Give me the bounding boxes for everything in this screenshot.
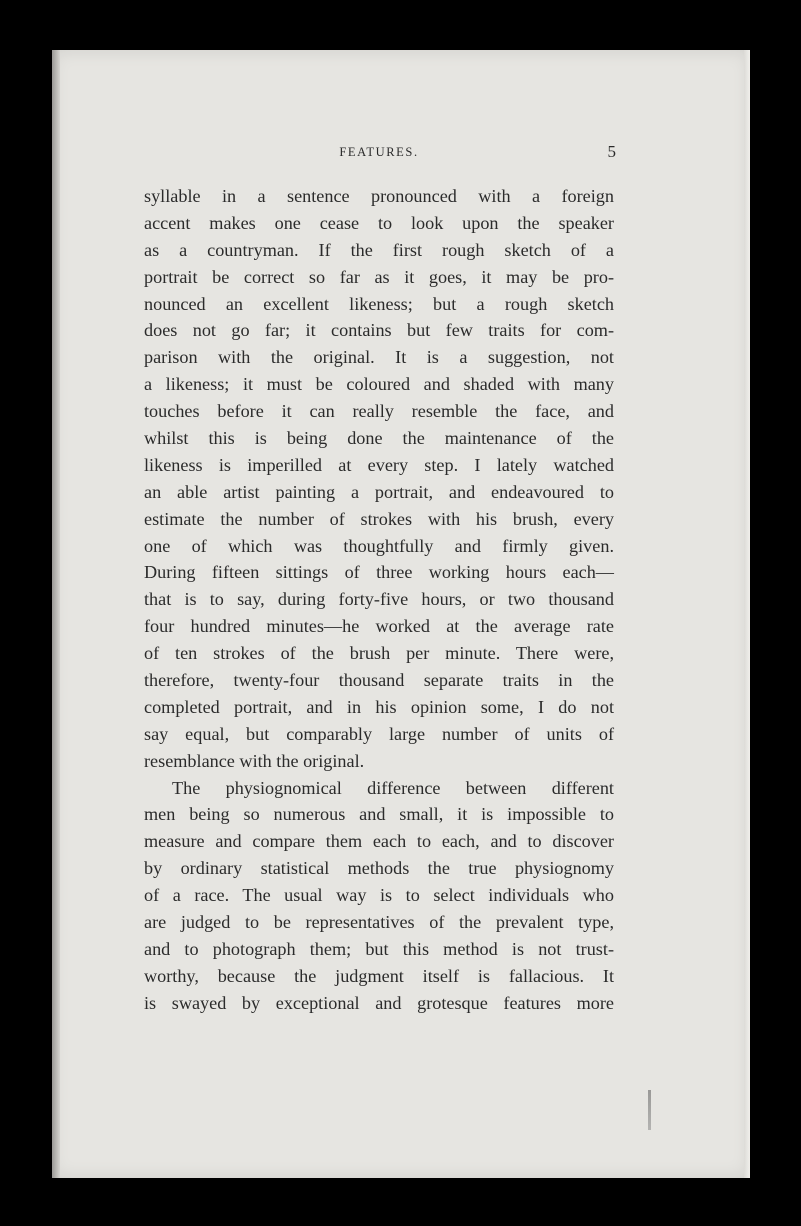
- text-line: accent makes one cease to look upon the speaker: [144, 212, 614, 233]
- text-line: one of which was thoughtfully and firmly given.: [144, 535, 614, 556]
- text-line: During fifteen sittings of three working hours each—: [144, 562, 614, 583]
- text-line: estimate the number of strokes with his brush, every: [144, 508, 614, 529]
- text-line: The physiognomical difference between different: [172, 777, 614, 798]
- text-line: a likeness; it must be coloured and shaded with many: [144, 374, 614, 395]
- body-text: [144, 183, 614, 1017]
- text-line: by ordinary statistical methods the true physiognomy: [144, 858, 614, 879]
- text-line: therefore, twenty-four thousand separate traits in the: [144, 670, 614, 691]
- text-line: is swayed by exceptional and grotesque features more: [144, 992, 614, 1013]
- text-line: does not go far; it contains but few traits for com-: [144, 320, 614, 341]
- text-line: say equal, but comparably large number of units of: [144, 723, 614, 744]
- page-gutter-shadow: [52, 50, 60, 1178]
- text-line: men being so numerous and small, it is impossible to: [144, 804, 614, 825]
- text-line: four hundred minutes—he worked at the average rate: [144, 616, 614, 637]
- text-line: of ten strokes of the brush per minute. There were,: [144, 643, 614, 664]
- text-line: completed portrait, and in his opinion some, I do not: [144, 696, 614, 717]
- text-line: nounced an excellent likeness; but a rough sketch: [144, 293, 614, 314]
- running-title: FEATURES.: [339, 145, 419, 159]
- text-line: resemblance with the original.: [144, 750, 365, 771]
- text-line: portrait be correct so far as it goes, it may be pro-: [144, 266, 614, 287]
- text-line: syllable in a sentence pronounced with a foreign: [144, 186, 614, 206]
- text-line: that is to say, during forty-five hours, or two thousand: [144, 589, 614, 610]
- text-line: parison with the original. It is a suggestion, not: [144, 347, 614, 368]
- text-line: worthy, because the judgment itself is fallacious. It: [144, 965, 614, 986]
- page-number: 5: [607, 142, 616, 161]
- text-line: touches before it can really resemble the face, and: [144, 401, 614, 422]
- text-line: likeness is imperilled at every step. I lately watched: [144, 454, 614, 475]
- text-line: measure and compare them each to each, and to discover: [144, 831, 614, 852]
- text-line: are judged to be representatives of the prevalent type,: [144, 912, 614, 933]
- text-line: and to photograph them; but this method is not trust-: [144, 938, 614, 959]
- text-line: whilst this is being done the maintenance of the: [144, 428, 614, 449]
- page-fore-edge: [744, 50, 750, 1178]
- running-head: [144, 142, 616, 165]
- text-line: of a race. The usual way is to select individuals who: [144, 885, 614, 906]
- paper-blemish: [648, 1090, 651, 1130]
- text-line: as a countryman. If the first rough sketch of a: [144, 239, 614, 260]
- text-line: an able artist painting a portrait, and endeavoured to: [144, 481, 614, 502]
